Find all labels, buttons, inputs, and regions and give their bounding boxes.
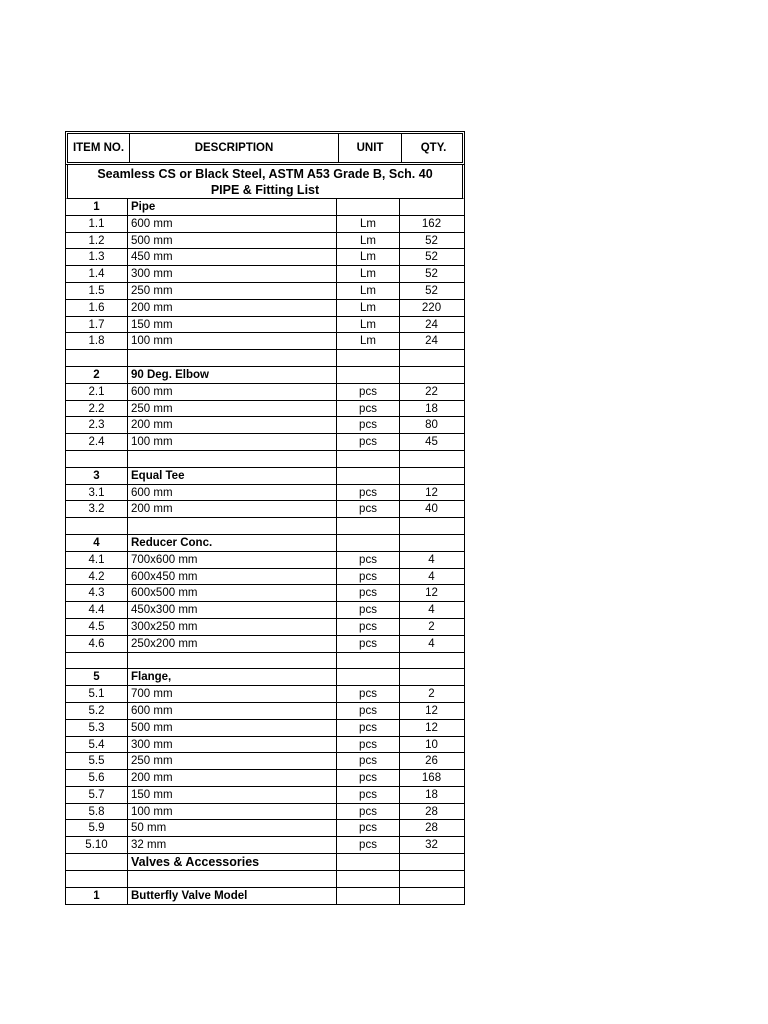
cell-description: 500 mm <box>128 720 337 736</box>
cell-item-no: 5.3 <box>66 720 128 736</box>
cell-unit: pcs <box>337 384 400 400</box>
table-row <box>66 720 464 737</box>
cell-description: 300x250 mm <box>128 619 337 635</box>
cell-qty: 12 <box>425 486 438 499</box>
cell-unit <box>337 350 400 366</box>
cell-qty: 168 <box>421 772 442 785</box>
table-row <box>66 737 464 754</box>
cell-qty: 52 <box>425 284 438 297</box>
table-row <box>66 653 464 670</box>
cell-description: 250x200 mm <box>128 636 337 652</box>
table-row <box>66 837 464 854</box>
table-row <box>66 216 464 233</box>
table-row <box>66 249 464 266</box>
table-row <box>66 518 464 535</box>
header-item-no: ITEM NO. <box>68 134 130 162</box>
cell-description: 700 mm <box>128 686 337 702</box>
cell-description: 250 mm <box>128 753 337 769</box>
table-row <box>66 871 464 888</box>
cell-description: 100 mm <box>128 333 337 349</box>
table-row <box>66 434 464 451</box>
cell-qty: 52 <box>425 234 438 247</box>
table-row <box>66 602 464 619</box>
cell-description: 32 mm <box>128 837 337 853</box>
cell-description: 90 Deg. Elbow <box>128 367 337 383</box>
cell-description: Reducer Conc. <box>128 535 337 551</box>
table-title-line2: PIPE & Fitting List <box>210 183 320 197</box>
cell-item-no: 5.7 <box>66 787 128 803</box>
cell-qty: 22 <box>425 385 438 398</box>
cell-unit: pcs <box>337 501 400 517</box>
cell-unit: pcs <box>337 619 400 635</box>
table-row <box>66 686 464 703</box>
cell-qty: 52 <box>425 251 438 264</box>
cell-unit: Lm <box>337 283 400 299</box>
cell-description: 50 mm <box>128 820 337 836</box>
cell-qty: 32 <box>425 839 438 852</box>
cell-item-no: 5 <box>66 669 128 685</box>
cell-unit: pcs <box>337 737 400 753</box>
cell-description <box>128 518 337 534</box>
cell-item-no: 1.5 <box>66 283 128 299</box>
table-row <box>66 804 464 821</box>
cell-qty: 26 <box>425 755 438 768</box>
cell-qty <box>400 367 463 383</box>
cell-qty: 12 <box>425 704 438 717</box>
cell-unit: Lm <box>337 317 400 333</box>
cell-description: Pipe <box>128 199 337 215</box>
table-row <box>66 770 464 787</box>
cell-unit <box>337 888 400 905</box>
cell-qty: 12 <box>425 587 438 600</box>
header-qty: QTY. <box>420 142 447 154</box>
cell-unit: pcs <box>337 485 400 501</box>
cell-description: 100 mm <box>128 804 337 820</box>
table-row <box>66 619 464 636</box>
cell-item-no: 3.1 <box>66 485 128 501</box>
cell-item-no <box>66 350 128 366</box>
cell-description: Flange, <box>128 669 337 685</box>
cell-qty: 80 <box>425 419 438 432</box>
cell-item-no <box>66 451 128 467</box>
table-row <box>66 417 464 434</box>
cell-unit: pcs <box>337 703 400 719</box>
cell-qty <box>400 871 463 887</box>
cell-unit <box>337 669 400 685</box>
cell-description <box>128 451 337 467</box>
table-row <box>66 552 464 569</box>
cell-qty: 18 <box>425 788 438 801</box>
cell-qty: 220 <box>421 301 442 314</box>
cell-item-no: 4.4 <box>66 602 128 618</box>
cell-unit: Lm <box>337 300 400 316</box>
cell-item-no <box>66 871 128 887</box>
cell-unit: pcs <box>337 636 400 652</box>
cell-item-no: 1 <box>66 199 128 215</box>
table-row <box>66 636 464 653</box>
cell-unit: Lm <box>337 333 400 349</box>
cell-description <box>128 653 337 669</box>
cell-qty: 18 <box>425 402 438 415</box>
cell-qty: 4 <box>428 637 435 650</box>
cell-item-no: 4.2 <box>66 569 128 585</box>
table-row <box>66 384 464 401</box>
cell-qty: 4 <box>428 570 435 583</box>
cell-description: 100 mm <box>128 434 337 450</box>
cell-qty: 4 <box>428 553 435 566</box>
cell-description: 250 mm <box>128 401 337 417</box>
cell-unit: pcs <box>337 401 400 417</box>
cell-description: 600x500 mm <box>128 585 337 601</box>
cell-item-no: 5.5 <box>66 753 128 769</box>
header-description: DESCRIPTION <box>130 134 339 162</box>
cell-qty: 12 <box>425 721 438 734</box>
cell-unit: Lm <box>337 216 400 232</box>
table-row <box>66 787 464 804</box>
cell-description: 200 mm <box>128 501 337 517</box>
cell-unit <box>337 199 400 215</box>
cell-item-no: 1.3 <box>66 249 128 265</box>
cell-unit <box>337 451 400 467</box>
cell-qty: 52 <box>425 268 438 281</box>
table-row <box>66 669 464 686</box>
cell-description: 200 mm <box>128 300 337 316</box>
cell-unit: Lm <box>337 266 400 282</box>
cell-qty: 2 <box>428 620 435 633</box>
cell-qty: 162 <box>421 217 442 230</box>
cell-unit <box>337 535 400 551</box>
cell-item-no: 5.9 <box>66 820 128 836</box>
cell-description: 500 mm <box>128 233 337 249</box>
table-row <box>66 820 464 837</box>
cell-description: Valves & Accessories <box>128 854 337 870</box>
cell-unit: pcs <box>337 686 400 702</box>
cell-unit: pcs <box>337 434 400 450</box>
cell-item-no: 4.1 <box>66 552 128 568</box>
cell-unit: pcs <box>337 569 400 585</box>
cell-item-no: 1.8 <box>66 333 128 349</box>
cell-item-no: 1.7 <box>66 317 128 333</box>
cell-description: 600x450 mm <box>128 569 337 585</box>
table-title <box>65 165 465 199</box>
cell-qty <box>400 518 463 534</box>
cell-item-no: 4.5 <box>66 619 128 635</box>
cell-item-no: 2 <box>66 367 128 383</box>
cell-description: 300 mm <box>128 266 337 282</box>
cell-description: 600 mm <box>128 216 337 232</box>
table-row <box>66 485 464 502</box>
table-row <box>66 266 464 283</box>
cell-item-no: 4.3 <box>66 585 128 601</box>
cell-unit: pcs <box>337 804 400 820</box>
cell-item-no: 2.3 <box>66 417 128 433</box>
table-row <box>66 367 464 384</box>
cell-qty: 45 <box>425 436 438 449</box>
cell-unit <box>337 468 400 484</box>
table-row <box>66 501 464 518</box>
cell-unit <box>337 871 400 887</box>
cell-item-no: 5.2 <box>66 703 128 719</box>
table-row <box>66 535 464 552</box>
table-row <box>66 300 464 317</box>
cell-item-no: 5.8 <box>66 804 128 820</box>
cell-unit <box>337 653 400 669</box>
cell-item-no <box>66 653 128 669</box>
cell-item-no: 4.6 <box>66 636 128 652</box>
cell-item-no: 2.4 <box>66 434 128 450</box>
cell-qty: 2 <box>428 688 435 701</box>
cell-qty <box>400 468 463 484</box>
cell-item-no: 5.1 <box>66 686 128 702</box>
cell-item-no: 1.1 <box>66 216 128 232</box>
cell-unit: pcs <box>337 770 400 786</box>
cell-item-no <box>66 854 128 870</box>
cell-qty <box>400 199 463 215</box>
table-row <box>66 451 464 468</box>
cell-item-no: 1.2 <box>66 233 128 249</box>
cell-unit <box>337 367 400 383</box>
cell-description: 600 mm <box>128 384 337 400</box>
cell-unit: pcs <box>337 602 400 618</box>
cell-item-no: 1 <box>66 888 128 905</box>
cell-description: 600 mm <box>128 703 337 719</box>
cell-item-no: 4 <box>66 535 128 551</box>
table-row <box>66 753 464 770</box>
cell-item-no: 1.4 <box>66 266 128 282</box>
cell-description: Butterfly Valve Model <box>128 888 337 905</box>
table-row <box>66 283 464 300</box>
cell-description <box>128 871 337 887</box>
cell-item-no: 2.1 <box>66 384 128 400</box>
cell-qty <box>400 888 463 905</box>
table-header <box>65 131 465 165</box>
cell-unit: pcs <box>337 585 400 601</box>
cell-item-no: 1.6 <box>66 300 128 316</box>
cell-unit <box>337 518 400 534</box>
cell-description: 250 mm <box>128 283 337 299</box>
cell-item-no: 3.2 <box>66 501 128 517</box>
cell-unit: pcs <box>337 552 400 568</box>
cell-description: Equal Tee <box>128 468 337 484</box>
cell-qty <box>400 854 463 870</box>
table-row <box>66 233 464 250</box>
table-row <box>66 585 464 602</box>
cell-description: 600 mm <box>128 485 337 501</box>
table-row <box>66 350 464 367</box>
cell-qty: 24 <box>425 335 438 348</box>
table-row <box>66 317 464 334</box>
cell-unit: pcs <box>337 720 400 736</box>
cell-description: 450 mm <box>128 249 337 265</box>
cell-description: 450x300 mm <box>128 602 337 618</box>
cell-unit: Lm <box>337 249 400 265</box>
cell-item-no: 5.4 <box>66 737 128 753</box>
table-body <box>65 199 465 905</box>
cell-unit: pcs <box>337 787 400 803</box>
cell-description: 150 mm <box>128 317 337 333</box>
cell-description: 150 mm <box>128 787 337 803</box>
cell-item-no: 3 <box>66 468 128 484</box>
cell-item-no: 5.6 <box>66 770 128 786</box>
cell-description: 300 mm <box>128 737 337 753</box>
cell-qty <box>400 535 463 551</box>
cell-description: 200 mm <box>128 770 337 786</box>
cell-unit: pcs <box>337 837 400 853</box>
cell-description: 700x600 mm <box>128 552 337 568</box>
table-row <box>66 569 464 586</box>
table-row <box>66 888 464 905</box>
header-unit: UNIT <box>339 134 402 162</box>
cell-description <box>128 350 337 366</box>
table-row <box>66 333 464 350</box>
cell-qty <box>400 451 463 467</box>
cell-qty: 10 <box>425 738 438 751</box>
table-row <box>66 199 464 216</box>
cell-item-no: 5.10 <box>66 837 128 853</box>
cell-qty: 24 <box>425 318 438 331</box>
cell-qty <box>400 669 463 685</box>
cell-description: 200 mm <box>128 417 337 433</box>
cell-item-no <box>66 518 128 534</box>
cell-item-no: 2.2 <box>66 401 128 417</box>
table-row <box>66 854 464 871</box>
table-row <box>66 703 464 720</box>
cell-unit <box>337 854 400 870</box>
cell-qty: 40 <box>425 503 438 516</box>
table-row <box>66 401 464 418</box>
cell-unit: Lm <box>337 233 400 249</box>
cell-qty <box>400 653 463 669</box>
cell-unit: pcs <box>337 753 400 769</box>
cell-unit: pcs <box>337 820 400 836</box>
cell-qty: 28 <box>425 805 438 818</box>
cell-qty <box>400 350 463 366</box>
pipe-fitting-table <box>65 131 465 905</box>
table-title-line1: Seamless CS or Black Steel, ASTM A53 Grade B, Sch. 40 <box>97 167 433 181</box>
cell-qty: 28 <box>425 822 438 835</box>
table-row <box>66 468 464 485</box>
cell-qty: 4 <box>428 604 435 617</box>
cell-unit: pcs <box>337 417 400 433</box>
